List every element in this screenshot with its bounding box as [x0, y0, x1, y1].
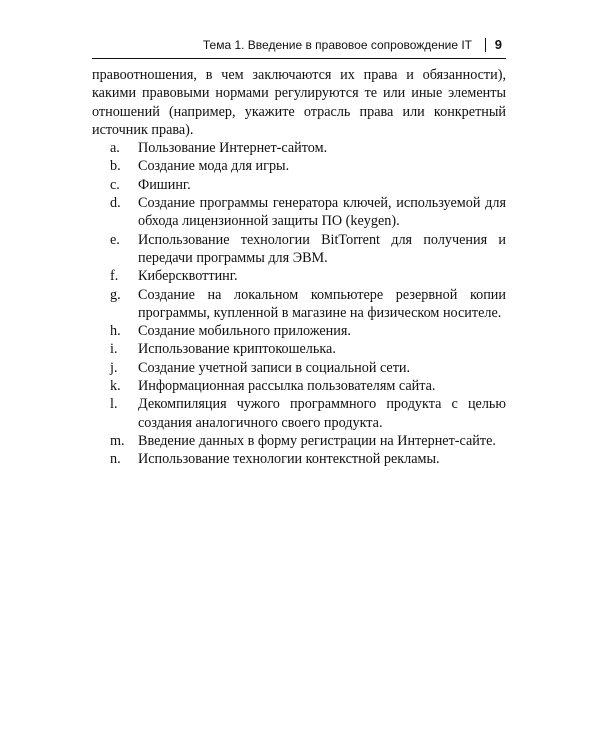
list-item-text: Фишинг.: [138, 176, 191, 193]
list-item-marker: d.: [110, 195, 121, 212]
page-number: 9: [494, 37, 502, 52]
list-item-marker: h.: [110, 323, 121, 340]
list-item-marker: l.: [110, 396, 118, 413]
list-item-marker: a.: [110, 140, 120, 157]
list-item: [92, 340, 506, 358]
list-item-marker: j.: [110, 359, 118, 376]
list-item: [92, 359, 506, 377]
list-item-text: Введение данных в форму регистрации на Интернет-сайте.: [138, 432, 496, 449]
header-rule: [92, 58, 506, 59]
list-item-text: Киберсквоттинг.: [138, 268, 238, 285]
list-item-marker: b.: [110, 158, 121, 175]
list-item: [92, 450, 506, 468]
intro-paragraph: правоотношения, в чем заключаются их права и обязанности), какими правовыми нормами регулируются те или иные элементы отношений (например, укажите отрасль права или конкретный источник права).: [92, 67, 506, 138]
list-item-marker: m.: [110, 432, 125, 449]
exercise-list: [92, 139, 506, 468]
header-separator: [485, 38, 487, 52]
list-item-text: Создание учетной записи в социальной сети.: [138, 359, 411, 376]
list-item: [92, 432, 506, 450]
list-item-marker: g.: [110, 286, 121, 303]
running-header: [92, 36, 506, 56]
list-item-text: Создание мобильного приложения.: [138, 323, 351, 340]
list-item-marker: e.: [110, 231, 120, 248]
list-item-marker: i.: [110, 341, 118, 358]
list-item: [92, 286, 506, 323]
list-item: [92, 194, 506, 231]
list-item-marker: f.: [110, 268, 119, 285]
list-item-marker: k.: [110, 378, 121, 395]
list-item: [92, 377, 506, 395]
list-item: [92, 176, 506, 194]
list-item-text: Использование криптокошелька.: [138, 341, 336, 358]
list-item-marker: n.: [110, 451, 121, 468]
list-item: [92, 322, 506, 340]
chapter-title: Тема 1. Введение в правовое сопровождение IT: [202, 38, 472, 52]
list-item-text: Пользование Интернет-сайтом.: [138, 140, 328, 157]
list-item-marker: c.: [110, 176, 120, 193]
list-item: [92, 231, 506, 268]
list-item-text: Декомпиляция чужого программного продукта с целью создания аналогичного своего продукта.: [138, 396, 506, 431]
list-item-text: Создание на локальном компьютере резервной копии программы, купленной в магазине на физическом носителе.: [138, 286, 506, 321]
list-item-text: Использование технологии BitTorrent для получения и передачи программы для ЭВМ.: [138, 231, 506, 266]
list-item-text: Создание мода для игры.: [138, 158, 290, 175]
list-item: [92, 157, 506, 175]
list-item-text: Информационная рассылка пользователям сайта.: [138, 378, 436, 395]
list-item: [92, 267, 506, 285]
page-body: [92, 66, 506, 469]
list-item: [92, 139, 506, 157]
list-item: [92, 395, 506, 432]
list-item-text: Использование технологии контекстной рекламы.: [138, 451, 440, 468]
list-item-text: Создание программы генератора ключей, используемой для обхода лицензионной защиты ПО (keygen).: [138, 195, 506, 230]
